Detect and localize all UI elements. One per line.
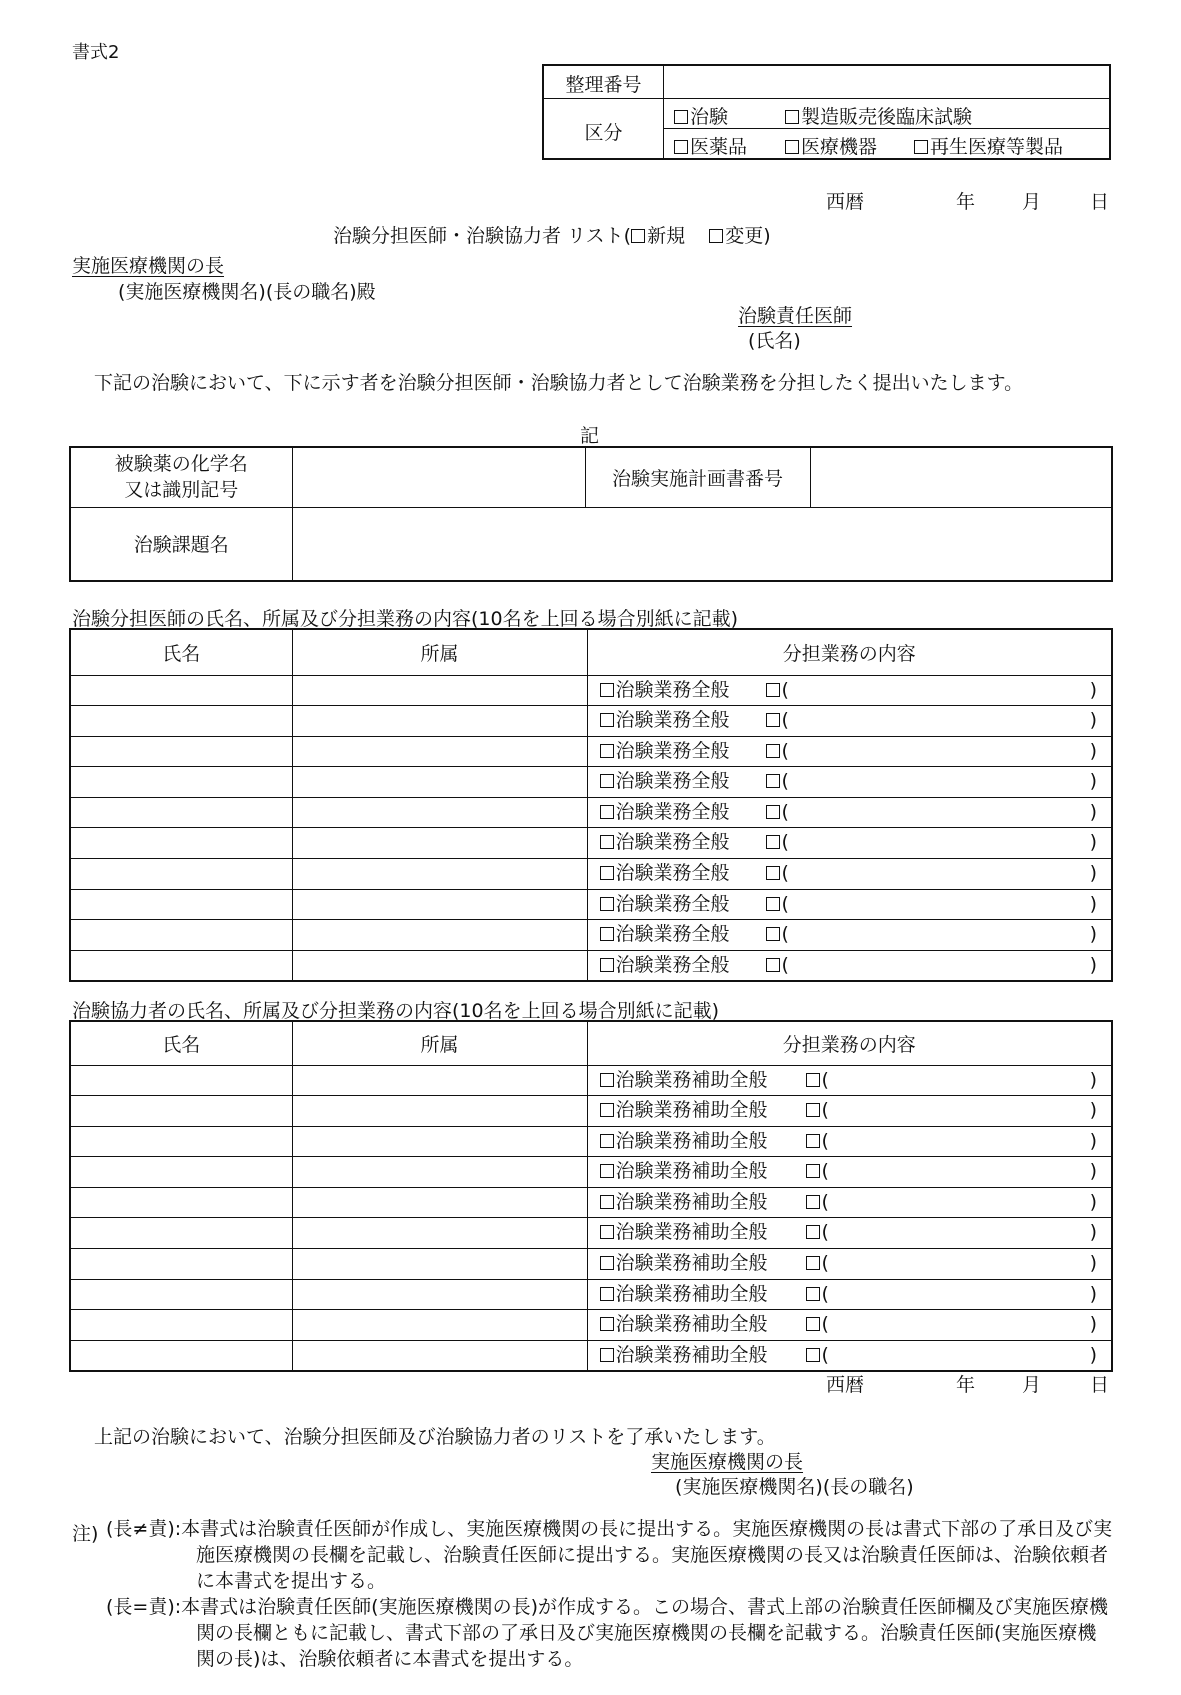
subinvestigator-row — [70, 950, 1112, 981]
subinvestigator-row — [70, 920, 1112, 951]
collaborator-duty-cell — [587, 1126, 1112, 1157]
approval-head: 実施医療機関の長 — [651, 1451, 804, 1473]
collaborator-duty-other-option[interactable]: ( — [806, 1096, 829, 1126]
subinvestigator-name-cell[interactable] — [70, 920, 292, 951]
subinvestigator-duty-other-option[interactable]: ( — [766, 828, 789, 858]
trial-info-table — [69, 446, 1113, 582]
subinvestigator-row — [70, 736, 1112, 767]
collaborator-duty-all-option[interactable]: 治験業務補助全般 — [600, 1280, 768, 1310]
collaborator-duty-all-option[interactable]: 治験業務補助全般 — [600, 1127, 768, 1157]
collaborator-duty-all-checkbox[interactable] — [600, 1317, 614, 1331]
subinvestigator-duty-cell — [587, 736, 1112, 767]
subinvestigator-duty-other-checkbox[interactable] — [766, 897, 780, 911]
collaborator-affiliation-cell[interactable] — [292, 1310, 587, 1341]
collaborators-heading: 治験協力者の氏名、所属及び分担業務の内容(10名を上回る場合別紙に記載) — [72, 1000, 720, 1022]
collaborator-duty-other-close: ) — [1089, 1343, 1097, 1366]
collaborator-duty-other-close: ) — [1089, 1099, 1097, 1122]
option-postmarket-trial[interactable]: 製造販売後臨床試験 — [785, 102, 972, 129]
collaborator-duty-other-checkbox[interactable] — [806, 1164, 820, 1178]
collaborator-duty-all-option[interactable]: 治験業務補助全般 — [600, 1066, 768, 1096]
subinvestigator-duty-other-close: ) — [1089, 831, 1097, 854]
col-col-name: 氏名 — [70, 1021, 292, 1065]
option-device[interactable]: 医療機器 — [785, 132, 877, 159]
checkbox-new[interactable] — [631, 229, 645, 243]
subinvestigator-duty-all-option[interactable]: 治験業務全般 — [600, 828, 730, 858]
col-col-duty: 分担業務の内容 — [587, 1021, 1112, 1065]
subinvestigator-duty-all-option[interactable]: 治験業務全般 — [600, 676, 730, 706]
subinvestigator-affiliation-cell[interactable] — [292, 889, 587, 920]
subinvestigator-name-cell[interactable] — [70, 889, 292, 920]
subinvestigator-duty-cell — [587, 859, 1112, 890]
collaborator-row — [70, 1187, 1112, 1218]
collaborator-duty-all-option[interactable]: 治験業務補助全般 — [600, 1341, 768, 1371]
subinvestigator-row — [70, 889, 1112, 920]
collaborator-row — [70, 1340, 1112, 1371]
collaborator-duty-other-checkbox[interactable] — [806, 1073, 820, 1087]
subinvestigator-name-cell[interactable] — [70, 797, 292, 828]
ki-heading: 記 — [580, 425, 600, 447]
note-case-2-label: (長=責): — [106, 1596, 182, 1618]
subinvestigator-row — [70, 675, 1112, 706]
subinvestigator-duty-other-close: ) — [1089, 862, 1097, 885]
approval-date-day: 日 — [1090, 1374, 1110, 1396]
collaborator-row — [70, 1126, 1112, 1157]
subinvestigator-name-cell[interactable] — [70, 828, 292, 859]
subinvestigator-name-cell[interactable] — [70, 706, 292, 737]
collaborator-row — [70, 1218, 1112, 1249]
collaborator-duty-other-option[interactable]: ( — [806, 1218, 829, 1248]
collaborator-affiliation-cell[interactable] — [292, 1126, 587, 1157]
collaborator-duty-all-checkbox[interactable] — [600, 1195, 614, 1209]
subinvestigator-duty-all-option[interactable]: 治験業務全般 — [600, 737, 730, 767]
collaborator-duty-other-close: ) — [1089, 1221, 1097, 1244]
subinvestigator-affiliation-cell[interactable] — [292, 767, 587, 798]
collaborator-duty-cell — [587, 1249, 1112, 1280]
form-number: 書式2 — [72, 42, 120, 63]
collaborator-duty-cell — [587, 1157, 1112, 1188]
subinvestigator-duty-all-option[interactable]: 治験業務全般 — [600, 920, 730, 950]
subinvestigator-name-cell[interactable] — [70, 736, 292, 767]
collaborator-name-cell[interactable] — [70, 1340, 292, 1371]
collaborator-affiliation-cell[interactable] — [292, 1218, 587, 1249]
sender-name: (氏名) — [748, 330, 801, 352]
collaborator-row — [70, 1249, 1112, 1280]
subinvestigator-duty-all-checkbox[interactable] — [600, 774, 614, 788]
collaborator-duty-all-checkbox[interactable] — [600, 1073, 614, 1087]
collaborator-duty-other-checkbox[interactable] — [806, 1195, 820, 1209]
collaborator-affiliation-cell[interactable] — [292, 1279, 587, 1310]
drug-label-line1: 被験薬の化学名 — [114, 453, 248, 476]
notes-lead: 注) — [72, 1523, 99, 1545]
collaborator-duty-other-checkbox[interactable] — [806, 1225, 820, 1239]
collaborator-duty-other-option[interactable]: ( — [806, 1310, 829, 1340]
body-text: 下記の治験において、下に示す者を治験分担医師・治験協力者として治験業務を分担したく提出いたします。 — [94, 372, 1024, 394]
collaborator-duty-other-close: ) — [1089, 1160, 1097, 1183]
collaborator-name-cell[interactable] — [70, 1249, 292, 1280]
collaborator-duty-other-option[interactable]: ( — [806, 1157, 829, 1187]
subinvestigator-duty-cell — [587, 889, 1112, 920]
subinvestigator-name-cell[interactable] — [70, 675, 292, 706]
subinvestigators-heading: 治験分担医師の氏名、所属及び分担業務の内容(10名を上回る場合別紙に記載) — [72, 608, 739, 630]
col-col-affiliation: 所属 — [292, 1021, 587, 1065]
registration-number-label: 整理番号 — [565, 74, 642, 96]
collaborators-table — [69, 1020, 1113, 1372]
collaborator-duty-other-checkbox[interactable] — [806, 1134, 820, 1148]
collaborator-duty-other-close: ) — [1089, 1252, 1097, 1275]
subinvestigator-duty-all-checkbox[interactable] — [600, 927, 614, 941]
subinvestigator-duty-other-option[interactable]: ( — [766, 798, 789, 828]
subinvestigator-duty-cell — [587, 675, 1112, 706]
collaborator-row — [70, 1279, 1112, 1310]
subinvestigator-duty-other-checkbox[interactable] — [766, 744, 780, 758]
subinvestigator-duty-all-option[interactable]: 治験業務全般 — [600, 767, 730, 797]
collaborator-duty-other-close: ) — [1089, 1190, 1097, 1213]
collaborator-name-cell[interactable] — [70, 1279, 292, 1310]
date-year: 年 — [956, 191, 976, 213]
collaborator-affiliation-cell[interactable] — [292, 1157, 587, 1188]
option-chiken[interactable]: 治験 — [674, 102, 728, 129]
collaborator-duty-other-checkbox[interactable] — [806, 1287, 820, 1301]
note-case-1 — [106, 1516, 1114, 1594]
collaborator-duty-cell — [587, 1310, 1112, 1341]
collaborator-duty-all-option[interactable]: 治験業務補助全般 — [600, 1096, 768, 1126]
checkbox-device[interactable] — [785, 140, 799, 154]
subinvestigator-duty-all-checkbox[interactable] — [600, 897, 614, 911]
collaborator-duty-all-checkbox[interactable] — [600, 1348, 614, 1362]
collaborator-name-cell[interactable] — [70, 1310, 292, 1341]
date-day: 日 — [1090, 191, 1110, 213]
note-case-1-label: (長≠責): — [106, 1518, 182, 1540]
subinvestigator-duty-cell — [587, 706, 1112, 737]
subinvestigator-duty-all-option[interactable]: 治験業務全般 — [600, 859, 730, 889]
subinvestigator-duty-other-close: ) — [1089, 953, 1097, 976]
collaborator-row — [70, 1310, 1112, 1341]
collaborator-duty-other-option[interactable]: ( — [806, 1280, 829, 1310]
collaborator-name-cell[interactable] — [70, 1187, 292, 1218]
collaborator-name-cell[interactable] — [70, 1218, 292, 1249]
option-regen[interactable]: 再生医療等製品 — [914, 132, 1063, 159]
collaborator-duty-other-close: ) — [1089, 1282, 1097, 1305]
subinvestigator-row — [70, 797, 1112, 828]
note-case-1-text: 本書式は治験責任医師が作成し、実施医療機関の長に提出する。実施医療機関の長は書式下部の了承日及び実施医療機関の長欄を記載し、治験責任医師に提出する。実施医療機関の長又は治験責任医師は、治験依頼者に本書式を提出する。 — [181, 1518, 1113, 1592]
subinvestigator-row — [70, 828, 1112, 859]
approval-text: 上記の治験において、治験分担医師及び治験協力者のリストを了承いたします。 — [94, 1426, 776, 1448]
checkbox-change[interactable] — [709, 229, 723, 243]
sub-col-duty: 分担業務の内容 — [587, 629, 1112, 675]
collaborator-row — [70, 1065, 1112, 1096]
subinvestigator-duty-other-option[interactable]: ( — [766, 706, 789, 736]
sender-role: 治験責任医師 — [738, 305, 853, 327]
subinvestigator-duty-other-option[interactable]: ( — [766, 920, 789, 950]
subinvestigator-duty-all-option[interactable]: 治験業務全般 — [600, 798, 730, 828]
reg-box-divider — [663, 66, 664, 158]
subinvestigator-duty-other-option[interactable]: ( — [766, 890, 789, 920]
subinvestigator-name-cell[interactable] — [70, 859, 292, 890]
collaborator-duty-all-checkbox[interactable] — [600, 1287, 614, 1301]
subinvestigator-duty-cell — [587, 767, 1112, 798]
collaborator-affiliation-cell[interactable] — [292, 1249, 587, 1280]
collaborator-duty-cell — [587, 1218, 1112, 1249]
subinvestigator-duty-all-checkbox[interactable] — [600, 683, 614, 697]
category-label: 区分 — [584, 122, 623, 144]
subinvestigator-duty-other-checkbox[interactable] — [766, 713, 780, 727]
subinvestigator-affiliation-cell[interactable] — [292, 797, 587, 828]
subinvestigator-affiliation-cell[interactable] — [292, 920, 587, 951]
subinvestigator-duty-all-checkbox[interactable] — [600, 713, 614, 727]
subinvestigator-name-cell[interactable] — [70, 950, 292, 981]
subinvestigator-duty-other-option[interactable]: ( — [766, 676, 789, 706]
subinvestigator-affiliation-cell[interactable] — [292, 950, 587, 981]
subinvestigator-duty-other-checkbox[interactable] — [766, 835, 780, 849]
collaborator-duty-other-checkbox[interactable] — [806, 1103, 820, 1117]
trial-title-label-cell: 治験課題名 — [70, 507, 292, 581]
subinvestigator-affiliation-cell[interactable] — [292, 859, 587, 890]
subinvestigator-duty-cell — [587, 797, 1112, 828]
subinvestigator-duty-other-close: ) — [1089, 923, 1097, 946]
collaborator-duty-all-option[interactable]: 治験業務補助全般 — [600, 1157, 768, 1187]
subinvestigator-duty-all-checkbox[interactable] — [600, 835, 614, 849]
registration-box — [542, 64, 1111, 160]
subinvestigator-duty-cell — [587, 828, 1112, 859]
subinvestigator-duty-cell — [587, 950, 1112, 981]
collaborator-duty-all-checkbox[interactable] — [600, 1164, 614, 1178]
subinvestigator-duty-other-checkbox[interactable] — [766, 774, 780, 788]
collaborator-duty-other-option[interactable]: ( — [806, 1249, 829, 1279]
subinvestigator-duty-other-checkbox[interactable] — [766, 927, 780, 941]
subinvestigator-affiliation-cell[interactable] — [292, 675, 587, 706]
collaborator-duty-other-option[interactable]: ( — [806, 1341, 829, 1371]
collaborator-duty-cell — [587, 1187, 1112, 1218]
subinvestigator-duty-other-option[interactable]: ( — [766, 767, 789, 797]
collaborator-duty-all-option[interactable]: 治験業務補助全般 — [600, 1218, 768, 1248]
collaborator-duty-all-checkbox[interactable] — [600, 1134, 614, 1148]
subinvestigator-duty-all-checkbox[interactable] — [600, 866, 614, 880]
subinvestigator-duty-other-option[interactable]: ( — [766, 951, 789, 981]
collaborator-row — [70, 1096, 1112, 1127]
subinvestigator-name-cell[interactable] — [70, 767, 292, 798]
collaborator-affiliation-cell[interactable] — [292, 1340, 587, 1371]
collaborator-duty-all-checkbox[interactable] — [600, 1103, 614, 1117]
collaborator-row — [70, 1157, 1112, 1188]
checkbox-chiken[interactable] — [674, 110, 688, 124]
collaborator-duty-all-option[interactable]: 治験業務補助全般 — [600, 1310, 768, 1340]
subinvestigator-duty-other-checkbox[interactable] — [766, 805, 780, 819]
collaborator-duty-other-option[interactable]: ( — [806, 1188, 829, 1218]
collaborator-duty-other-close: ) — [1089, 1068, 1097, 1091]
subinvestigator-duty-other-checkbox[interactable] — [766, 683, 780, 697]
subinvestigator-duty-cell — [587, 920, 1112, 951]
collaborator-name-cell[interactable] — [70, 1126, 292, 1157]
subinvestigator-duty-other-close: ) — [1089, 892, 1097, 915]
collaborator-duty-cell — [587, 1279, 1112, 1310]
subinvestigator-row — [70, 767, 1112, 798]
collaborator-name-cell[interactable] — [70, 1065, 292, 1096]
approval-name-line: (実施医療機関名)(長の職名) — [675, 1476, 914, 1498]
subinvestigator-duty-all-option[interactable]: 治験業務全般 — [600, 951, 730, 981]
subinvestigator-duty-other-close: ) — [1089, 678, 1097, 701]
reg-box-hline — [544, 98, 1109, 99]
checkbox-regen[interactable] — [914, 140, 928, 154]
subinvestigator-duty-other-close: ) — [1089, 770, 1097, 793]
subinvestigator-duty-all-option[interactable]: 治験業務全般 — [600, 890, 730, 920]
collaborator-duty-cell — [587, 1096, 1112, 1127]
subinvestigator-duty-all-checkbox[interactable] — [600, 958, 614, 972]
subinvestigator-duty-other-option[interactable]: ( — [766, 859, 789, 889]
trial-title-value-cell[interactable] — [292, 507, 1112, 581]
subinvestigator-affiliation-cell[interactable] — [292, 706, 587, 737]
approval-date-month: 月 — [1022, 1374, 1042, 1396]
collaborator-affiliation-cell[interactable] — [292, 1096, 587, 1127]
drug-label-cell — [70, 447, 292, 507]
checkbox-postmarket[interactable] — [785, 110, 799, 124]
drug-value-cell[interactable] — [292, 447, 585, 507]
approval-date-year: 年 — [956, 1374, 976, 1396]
collaborator-duty-other-checkbox[interactable] — [806, 1317, 820, 1331]
subinvestigator-row — [70, 706, 1112, 737]
subinvestigator-duty-all-option[interactable]: 治験業務全般 — [600, 706, 730, 736]
collaborator-name-cell[interactable] — [70, 1157, 292, 1188]
subinvestigator-duty-all-checkbox[interactable] — [600, 805, 614, 819]
drug-label-line2: 又は識別記号 — [124, 479, 239, 502]
collaborator-duty-all-checkbox[interactable] — [600, 1225, 614, 1239]
protocol-value-cell[interactable] — [810, 447, 1112, 507]
document-title: 治験分担医師・治験協力者 リスト( 新規 変更) — [333, 225, 771, 247]
subinvestigator-duty-other-close: ) — [1089, 800, 1097, 823]
note-case-2 — [106, 1594, 1114, 1672]
approval-date-era: 西暦 — [826, 1374, 865, 1396]
collaborator-affiliation-cell[interactable] — [292, 1187, 587, 1218]
protocol-label-cell: 治験実施計画書番号 — [585, 447, 810, 507]
option-drug[interactable]: 医薬品 — [674, 132, 747, 159]
subinvestigator-duty-all-checkbox[interactable] — [600, 744, 614, 758]
subinvestigator-duty-other-checkbox[interactable] — [766, 958, 780, 972]
subinvestigator-duty-other-checkbox[interactable] — [766, 866, 780, 880]
subinvestigator-duty-other-close: ) — [1089, 739, 1097, 762]
collaborator-duty-other-checkbox[interactable] — [806, 1348, 820, 1362]
subinvestigator-duty-other-option[interactable]: ( — [766, 737, 789, 767]
date-month: 月 — [1022, 191, 1042, 213]
collaborator-duty-other-close: ) — [1089, 1313, 1097, 1336]
collaborator-duty-all-checkbox[interactable] — [600, 1256, 614, 1270]
collaborator-duty-all-option[interactable]: 治験業務補助全般 — [600, 1188, 768, 1218]
subinvestigator-row — [70, 859, 1112, 890]
collaborator-duty-other-option[interactable]: ( — [806, 1066, 829, 1096]
subinvestigator-affiliation-cell[interactable] — [292, 828, 587, 859]
collaborator-duty-other-option[interactable]: ( — [806, 1127, 829, 1157]
subinvestigators-table — [69, 628, 1113, 982]
collaborator-duty-other-close: ) — [1089, 1129, 1097, 1152]
sub-col-affiliation: 所属 — [292, 629, 587, 675]
addressee-head: 実施医療機関の長 — [72, 255, 225, 277]
collaborator-duty-cell — [587, 1065, 1112, 1096]
subinvestigator-duty-other-close: ) — [1089, 709, 1097, 732]
collaborator-name-cell[interactable] — [70, 1096, 292, 1127]
sub-col-name: 氏名 — [70, 629, 292, 675]
addressee-name-line: (実施医療機関名)(長の職名)殿 — [118, 281, 376, 303]
collaborator-duty-cell — [587, 1340, 1112, 1371]
checkbox-drug[interactable] — [674, 140, 688, 154]
collaborator-duty-all-option[interactable]: 治験業務補助全般 — [600, 1249, 768, 1279]
subinvestigator-affiliation-cell[interactable] — [292, 736, 587, 767]
collaborator-duty-other-checkbox[interactable] — [806, 1256, 820, 1270]
note-case-2-text: 本書式は治験責任医師(実施医療機関の長)が作成する。この場合、書式上部の治験責任医師欄及び実施医療機関の長欄ともに記載し、書式下部の了承日及び実施医療機関の長欄を記載する。治験責任医師(実施医療機関の長)は、治験依頼者に本書式を提出する。 — [181, 1596, 1108, 1670]
date-era: 西暦 — [826, 191, 865, 213]
collaborator-affiliation-cell[interactable] — [292, 1065, 587, 1096]
